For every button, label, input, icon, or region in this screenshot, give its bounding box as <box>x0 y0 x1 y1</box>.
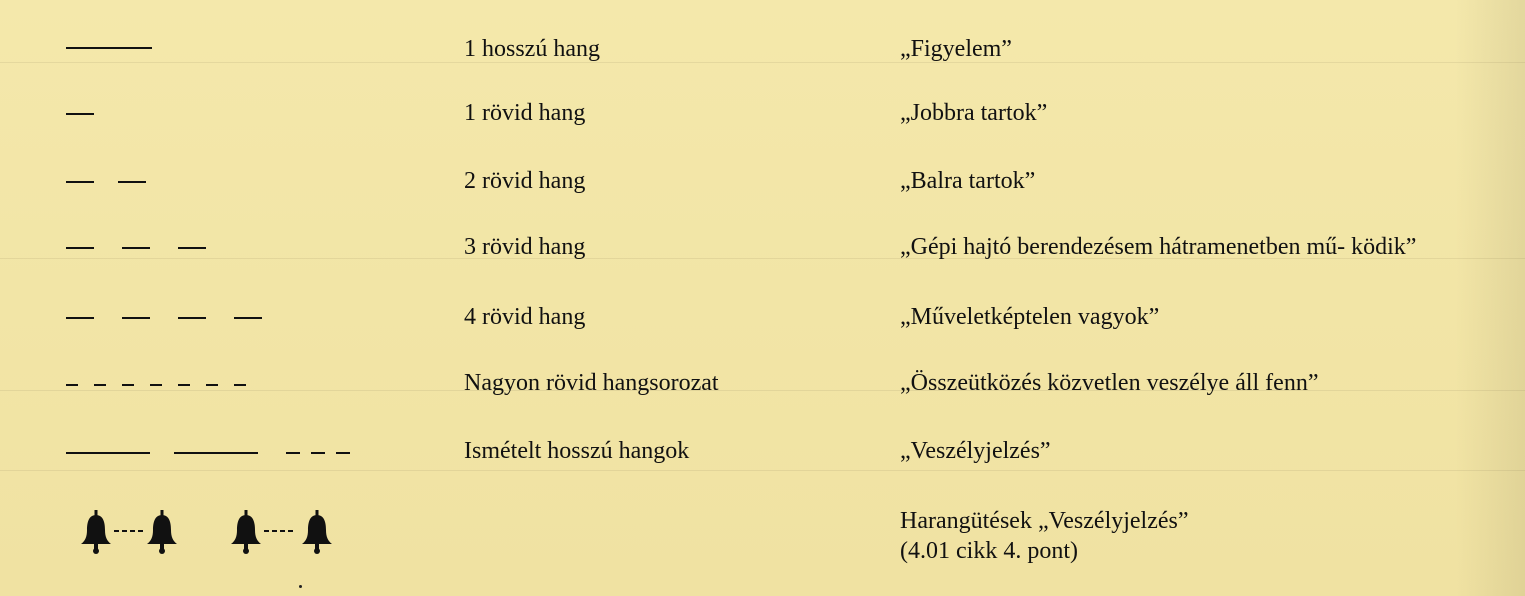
very-short-dash <box>336 452 350 454</box>
very-short-dash <box>286 452 300 454</box>
signal-description: Ismételt hosszú hangok <box>464 438 690 464</box>
very-short-dash <box>311 452 325 454</box>
short-dash <box>122 247 150 249</box>
signal-meaning: „Veszélyjelzés” <box>900 438 1051 464</box>
bell-link-dash <box>122 530 127 532</box>
bell-icon <box>80 510 112 554</box>
signal-description: 2 rövid hang <box>464 168 586 194</box>
very-short-dash <box>66 384 78 386</box>
page-edge-shadow <box>1455 0 1525 596</box>
short-dash <box>66 113 94 115</box>
print-speck <box>299 585 302 588</box>
signal-meaning: „Gépi hajtó berendezésem hátramenetben mű- ködik” <box>900 234 1417 260</box>
very-short-dash <box>122 384 134 386</box>
bell-link-dash <box>280 530 285 532</box>
short-dash <box>234 317 262 319</box>
signal-description: Nagyon rövid hangsorozat <box>464 370 719 396</box>
short-dash <box>66 247 94 249</box>
very-short-dash <box>234 384 246 386</box>
signal-meaning: „Balra tartok” <box>900 168 1036 194</box>
bell-icon <box>146 510 178 554</box>
short-dash <box>118 181 146 183</box>
signal-meaning: „Összeütközés közvetlen veszélye áll fenn” <box>900 370 1319 396</box>
bell-meaning <box>900 506 1460 566</box>
bell-meaning-line-2: (4.01 cikk 4. pont) <box>900 538 1078 564</box>
signal-description: 1 hosszú hang <box>464 36 600 62</box>
signal-description: 3 rövid hang <box>464 234 586 260</box>
short-dash <box>66 317 94 319</box>
long-dash <box>174 452 258 454</box>
signal-description: 1 rövid hang <box>464 100 586 126</box>
short-dash <box>178 247 206 249</box>
long-dash <box>66 47 152 49</box>
bell-link-dash <box>138 530 143 532</box>
bell-link-dash <box>130 530 135 532</box>
bell-link-dash <box>288 530 293 532</box>
very-short-dash <box>94 384 106 386</box>
signal-meaning: „Jobbra tartok” <box>900 100 1048 126</box>
bell-icon <box>230 510 262 554</box>
short-dash <box>122 317 150 319</box>
bell-link-dash <box>272 530 277 532</box>
long-dash <box>66 452 150 454</box>
very-short-dash <box>150 384 162 386</box>
signal-meaning: „Műveletképtelen vagyok” <box>900 304 1160 330</box>
bleed-through-line <box>0 470 1525 471</box>
bell-link-dash <box>114 530 119 532</box>
bell-meaning-line-1: Harangütések „Veszélyjelzés” <box>900 508 1189 534</box>
short-dash <box>66 181 94 183</box>
signal-meaning: „Figyelem” <box>900 36 1012 62</box>
bell-link-dash <box>264 530 269 532</box>
bell-icon <box>301 510 333 554</box>
short-dash <box>178 317 206 319</box>
bell-pattern <box>80 510 340 560</box>
signal-description: 4 rövid hang <box>464 304 586 330</box>
very-short-dash <box>206 384 218 386</box>
very-short-dash <box>178 384 190 386</box>
